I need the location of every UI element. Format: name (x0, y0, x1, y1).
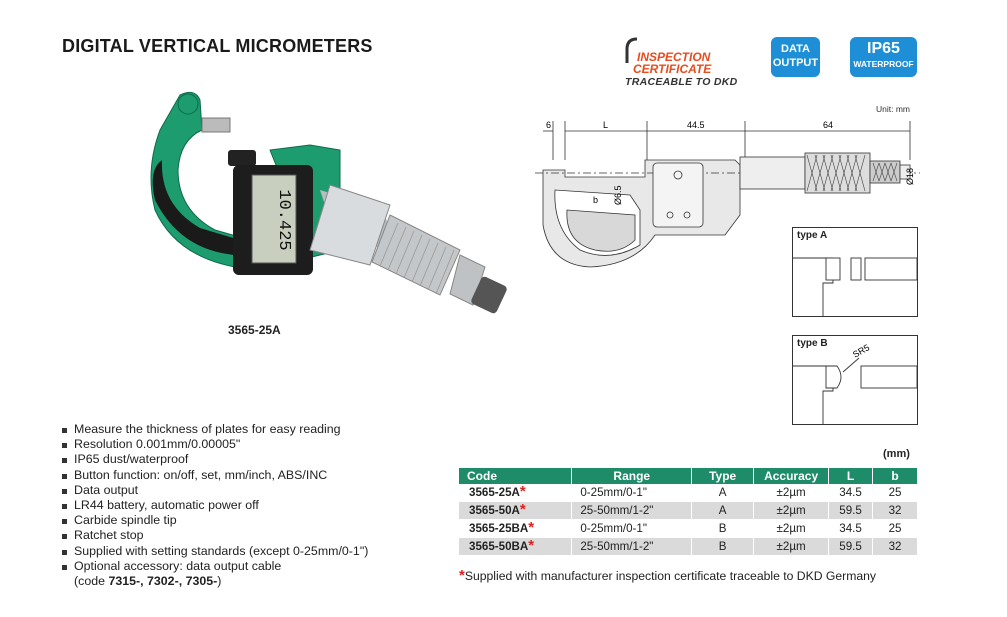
cell-code: 3565-50A* (459, 502, 572, 520)
table-row (459, 502, 918, 520)
feature-item: Button function: on/off, set, mm/inch, ABS/INC (62, 468, 368, 483)
cell-l: 34.5 (829, 520, 873, 538)
footnote (459, 569, 876, 583)
display-reading: 10.425 (274, 189, 293, 251)
table-row (459, 538, 918, 556)
feature-cont-suffix: ) (217, 574, 222, 589)
drawing-unit-label: Unit: mm (876, 104, 910, 114)
data-output-badge (771, 37, 820, 77)
cell-accuracy: ±2µm (754, 484, 829, 502)
cell-accuracy: ±2µm (754, 502, 829, 520)
cell-range: 0-25mm/0-1" (572, 484, 692, 502)
sr5-label: SR5 (851, 342, 872, 360)
cell-type: B (692, 520, 754, 538)
footnote-text: Supplied with manufacturer inspection certificate traceable to DKD Germany (464, 569, 877, 583)
cell-type: A (692, 484, 754, 502)
cell-range: 25-50mm/1-2" (572, 502, 692, 520)
product-model-caption: 3565-25A (228, 323, 281, 337)
ip-line2: WATERPROOF (853, 59, 914, 69)
cell-b: 32 (873, 502, 918, 520)
table-row (459, 520, 918, 538)
brand-logo: INSIZE (198, 191, 222, 222)
dim-l: L (603, 120, 609, 130)
feature-item: Resolution 0.001mm/0.00005" (62, 437, 368, 452)
certificate-line3: TRACEABLE TO DKD (625, 76, 738, 88)
header-range: Range (572, 468, 692, 484)
type-b-drawing (793, 336, 917, 424)
dim-dia-6-5: Ø6.5 (613, 185, 623, 205)
cell-b: 25 (873, 520, 918, 538)
feature-item: Ratchet stop (62, 528, 368, 543)
ip-line1: IP65 (867, 40, 900, 57)
cell-code: 3565-25BA* (459, 520, 572, 538)
cell-l: 59.5 (829, 538, 873, 556)
cell-code: 3565-25A* (459, 484, 572, 502)
cell-l: 34.5 (829, 484, 873, 502)
cell-accuracy: ±2µm (754, 520, 829, 538)
feature-list (62, 422, 368, 589)
inspection-certificate-badge (625, 37, 738, 88)
type-b-label: type B (797, 338, 828, 349)
header-l: L (829, 468, 873, 484)
feature-item-continuation (62, 574, 368, 589)
feature-cont-prefix: (code (74, 574, 109, 589)
dim-6: 6 (546, 120, 552, 130)
feature-cont-codes: 7315-, 7302-, 7305- (108, 574, 218, 589)
header-code: Code (459, 468, 572, 484)
dim-dia-18: Ø18 (905, 167, 915, 185)
certificate-line1: INSPECTION (637, 50, 711, 64)
certificate-line2: CERTIFICATE (633, 62, 712, 76)
star-marker: * (528, 519, 535, 536)
star-marker: * (519, 501, 526, 518)
cell-type: A (692, 502, 754, 520)
micrometer-product-image (140, 90, 520, 325)
data-output-line1: DATA (781, 43, 810, 55)
feature-item: Data output (62, 483, 368, 498)
feature-item: IP65 dust/waterproof (62, 452, 368, 467)
star-marker: * (519, 483, 526, 500)
type-a-drawing (793, 228, 917, 316)
header-accuracy: Accuracy (754, 468, 829, 484)
cell-l: 59.5 (829, 502, 873, 520)
ip65-waterproof-badge (850, 37, 917, 77)
cell-code: 3565-50BA* (459, 538, 572, 556)
cell-range: 25-50mm/1-2" (572, 538, 692, 556)
cell-range: 0-25mm/0-1" (572, 520, 692, 538)
star-marker: * (528, 537, 535, 554)
feature-item: LR44 battery, automatic power off (62, 498, 368, 513)
dim-64: 64 (823, 120, 834, 130)
feature-item: Supplied with setting standards (except 0-25mm/0-1") (62, 544, 368, 559)
table-header-row (459, 468, 918, 484)
footnote-star: * (459, 567, 465, 584)
table-row (459, 484, 918, 502)
feature-item: Carbide spindle tip (62, 513, 368, 528)
header-type: Type (692, 468, 754, 484)
table-unit-label: (mm) (883, 448, 910, 460)
feature-item: Measure the thickness of plates for easy reading (62, 422, 368, 437)
cell-accuracy: ±2µm (754, 538, 829, 556)
type-a-detail (792, 227, 918, 317)
data-output-line2: OUTPUT (772, 57, 819, 69)
type-a-label: type A (797, 230, 828, 241)
feature-item: Optional accessory: data output cable (62, 559, 368, 574)
dim-44-5: 44.5 (687, 120, 705, 130)
dim-b: b (593, 195, 599, 205)
cell-b: 25 (873, 484, 918, 502)
cell-type: B (692, 538, 754, 556)
type-b-detail (792, 335, 918, 425)
header-b: b (873, 468, 918, 484)
page-title: DIGITAL VERTICAL MICROMETERS (62, 36, 373, 56)
cell-b: 32 (873, 538, 918, 556)
specification-table (459, 468, 918, 556)
